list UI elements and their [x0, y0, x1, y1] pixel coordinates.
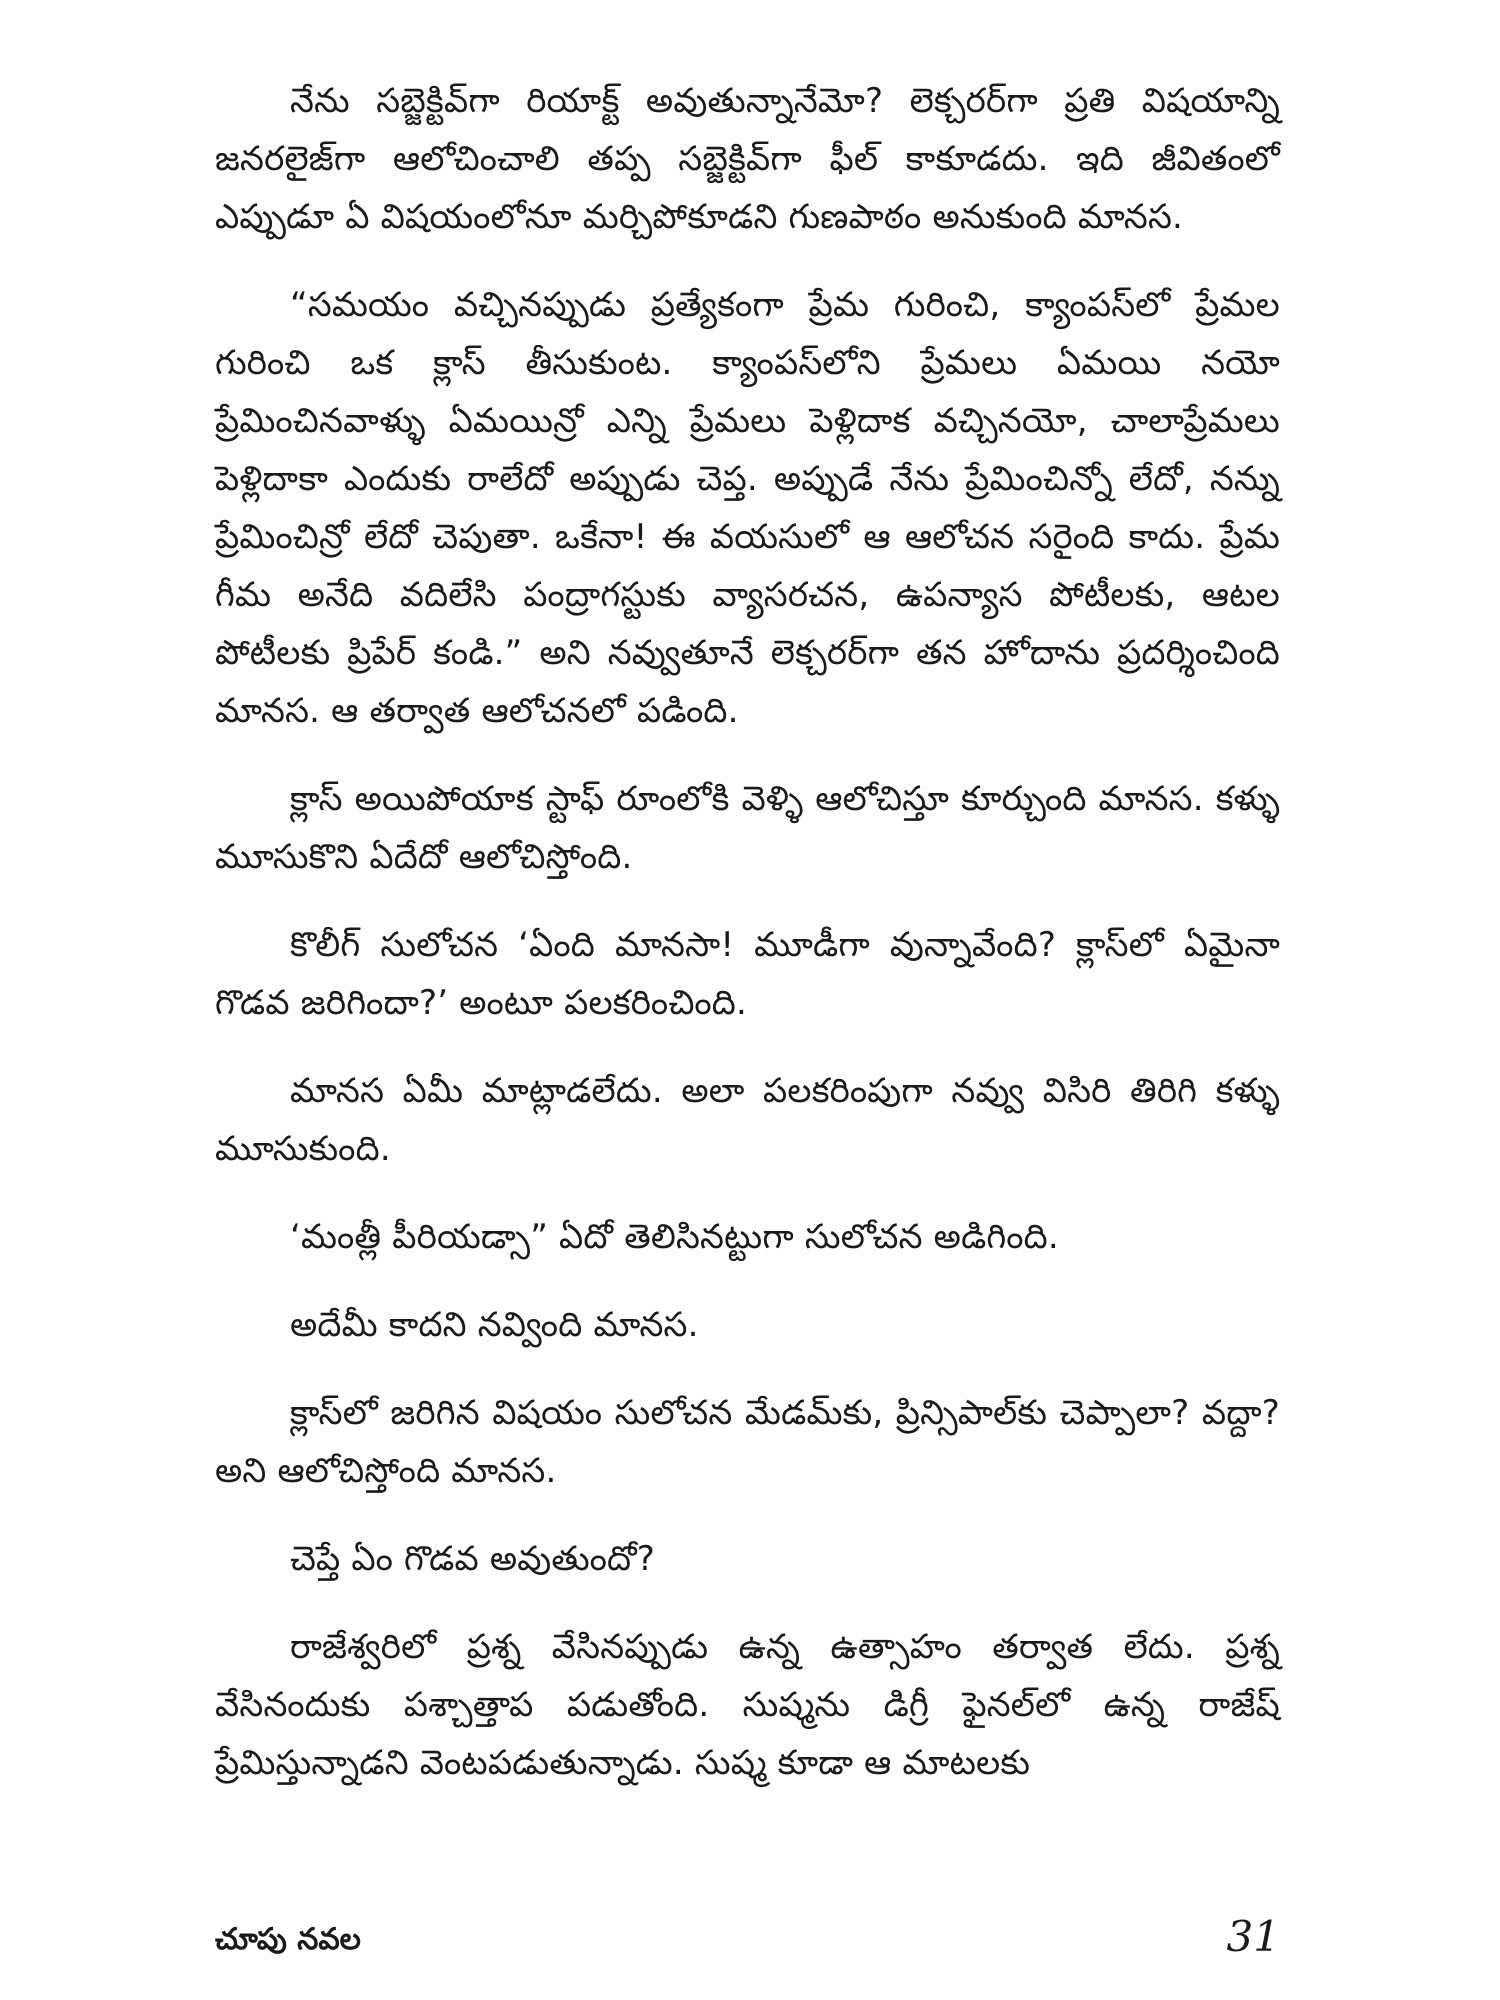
book-title: చూపు నవల — [215, 1922, 361, 1957]
paragraph-9: చెప్తే ఏం గొడవ అవుతుందో? — [290, 1539, 656, 1579]
page-number: 31 — [1226, 1912, 1280, 1961]
paragraph-1: నేను సబ్జెక్టివ్‌గా రియాక్ట్ అవుతున్నానేమో? లెక్చరర్‌గా ప్రతి విషయాన్ని జనరలైజ్‌గా ఆలోచించాలి తప్ప సబ్జెక్టివ్‌గా ఫీల్ కాకూడదు. ఇది జీవితంలో ఎప్పుడూ ఏ విషయంలోనూ మర్చిపోకూడని గుణపాఠం అనుకుంది మానస. — [215, 81, 1280, 237]
page-footer — [215, 1912, 1280, 1972]
paragraph-8: క్లాస్‌లో జరిగిన విషయం సులోచన మేడమ్‌కు, ప్రిన్సిపాల్‌కు చెప్పాలా? వద్దా? అని ఆలోచిస్తోంది మానస. — [215, 1393, 1280, 1491]
paragraph-5: మానస ఏమీ మాట్లాడలేదు. అలా పలకరింపుగా నవ్వు విసిరి తిరిగి కళ్ళు మూసుకుంది. — [215, 1071, 1280, 1169]
paragraph-3: క్లాస్ అయిపోయాక స్టాఫ్ రూంలోకి వెళ్ళి ఆలోచిస్తూ కూర్చుంది మానస. కళ్ళు మూసుకొని ఏదేదో ఆలోచిస్తోంది. — [215, 779, 1280, 877]
paragraph-2: “సమయం వచ్చినప్పుడు ప్రత్యేకంగా ప్రేమ గురించి, క్యాంపస్‌లో ప్రేమల గురించి ఒక క్లాస్ తీసుకుంట. క్యాంపస్‌లోని ప్రేమలు ఏమయి నయో ప్రేమించినవాళ్ళు ఏమయిన్రో ఎన్ని ప్రేమలు పెళ్లిదాక వచ్చినయో, చాలాప్రేమలు పెళ్లిదాకా ఎందుకు రాలేదో అప్పుడు చెప్త. అప్పుడే నేను ప్రేమించిన్నో లేదో, నన్ను ప్రేమించిన్రో లేదో చెపుతా. ఒకేనా! ఈ వయసులో ఆ ఆలోచన సరైంది కాదు. ప్రేమ గీమ అనేది వదిలేసి పంద్రాగస్టుకు వ్యాసరచన, ఉపన్యాస పోటీలకు, ఆటల పోటీలకు ప్రిపేర్ కండి.” అని నవ్వుతూనే లెక్చరర్‌గా తన హోదాను ప్రదర్శించింది మానస. ఆ తర్వాత ఆలోచనలో పడింది. — [215, 285, 1280, 731]
page-body — [215, 72, 1280, 1822]
paragraph-6: ‘మంత్లీ పీరియడ్సా” ఏదో తెలిసినట్టుగా సులోచన అడిగింది. — [290, 1217, 1059, 1257]
paragraph-4: కొలీగ్ సులోచన ‘ఏంది మానసా! మూడీగా వున్నావేంది? క్లాస్‌లో ఏమైనా గొడవ జరిగిందా?’ అంటూ పలకరించింది. — [215, 925, 1280, 1023]
paragraph-7: అదేమీ కాదని నవ్వింది మానస. — [290, 1305, 699, 1345]
paragraph-10: రాజేశ్వరిలో ప్రశ్న వేసినప్పుడు ఉన్న ఉత్సాహం తర్వాత లేదు. ప్రశ్న వేసినందుకు పశ్చాత్తాప పడుతోంది. సుష్మను డిగ్రీ ఫైనల్‌లో ఉన్న రాజేష్ ప్రేమిస్తున్నాడని వెంటపడుతున్నాడు. సుష్మ కూడా ఆ మాటలకు — [215, 1627, 1280, 1783]
